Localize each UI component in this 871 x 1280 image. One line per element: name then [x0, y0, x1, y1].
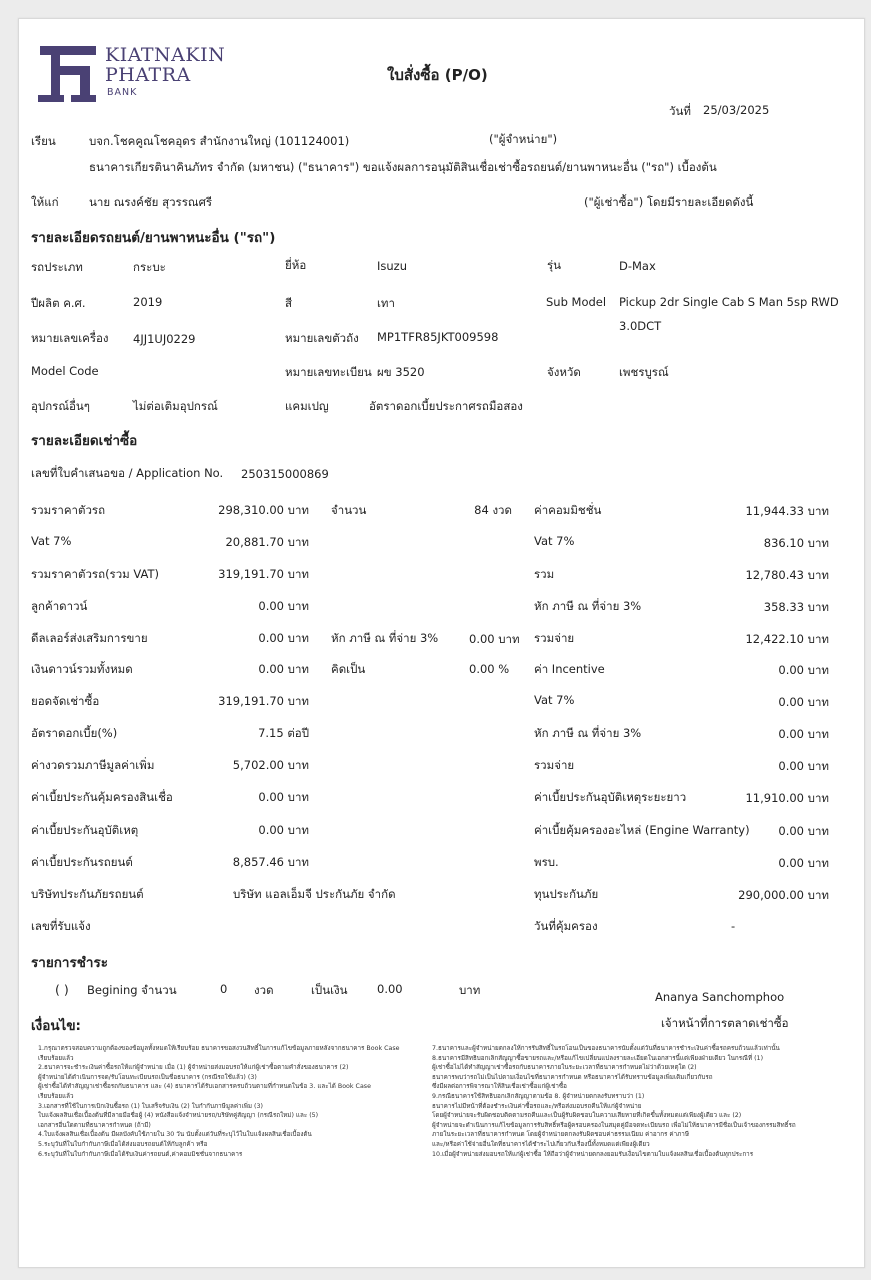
- lease-right-label: ค่าเบี้ยคุ้มครองอะไหล่ (Engine Warranty): [534, 823, 750, 837]
- lease-right-value: 12,780.43 บาท: [745, 568, 829, 582]
- to-notice: ธนาคารเกียรตินาคินภัทร จำกัด (มหาชน) ("ธนาคาร") ขอแจ้งผลการอนุมัติสินเชื่อเช่าซื้อรถยนต์/ยานพาหนะอื่น ("รถ") เบื้องต้น: [89, 160, 717, 174]
- lease-right-label: Vat 7%: [534, 693, 575, 707]
- lease-left-value: 319,191.70 บาท: [218, 567, 309, 581]
- lease-right-label: วันที่คุ้มครอง: [534, 919, 598, 933]
- vehicle-accessory-label: อุปกรณ์อื่นๆ: [31, 399, 90, 413]
- lease-left-label: ค่างวดรวมภาษีมูลค่าเพิ่ม: [31, 758, 155, 772]
- lease-right-label: พรบ.: [534, 855, 559, 869]
- vehicle-province-label: จังหวัด: [547, 365, 581, 379]
- vehicle-accessory: ไม่ต่อเติมอุปกรณ์: [133, 399, 218, 413]
- lease-right-value: 290,000.00 บาท: [738, 888, 829, 902]
- brand-line3: BANK: [107, 87, 138, 98]
- lease-right-label: ค่าคอมมิชชั่น: [534, 503, 602, 517]
- lease-left-value: 319,191.70 บาท: [218, 694, 309, 708]
- payment-heading: รายการชำระ: [31, 955, 108, 971]
- vehicle-submodel-line1: Pickup 2dr Single Cab S Man 5sp RWD: [619, 295, 839, 309]
- dealer-wht-label: หัก ภาษี ณ ที่จ่าย 3%: [331, 631, 439, 645]
- lease-right-label: Vat 7%: [534, 534, 575, 548]
- term-value: 84 งวด: [474, 503, 512, 517]
- lease-right-value: 11,944.33 บาท: [745, 504, 829, 518]
- deliver-role: ("ผู้เช่าซื้อ") โดยมีรายละเอียดดังนี้: [584, 195, 754, 209]
- lease-left-value: 0.00 บาท: [258, 823, 309, 837]
- condition-line: ภายในระยะเวลาที่ธนาคารกำหนด โดยผู้จำหน่ายตกลงรับผิดชอบค่าธรรมเนียม ค่าอากร ค่าภาษี: [432, 1131, 689, 1139]
- lease-left-label: บริษัทประกันภัยรถยนต์: [31, 887, 144, 901]
- lease-right-value: 0.00 บาท: [778, 759, 829, 773]
- condition-line: ผู้จำหน่ายได้ดำเนินการจด/รับโอนทะเบียนรถเป็นชื่อธนาคาร (กรณีรถใช้แล้ว) (3): [38, 1073, 257, 1081]
- lease-left-label: ลูกค้าดาวน์: [31, 599, 88, 613]
- payment-count: 0: [220, 982, 228, 996]
- lease-left-value: 298,310.00 บาท: [218, 503, 309, 517]
- lease-left-label: ดีลเลอร์ส่งเสริมการขาย: [31, 631, 148, 645]
- conditions-left: [38, 1044, 438, 1159]
- vehicle-model: D-Max: [619, 259, 656, 273]
- vehicle-plate-label: หมายเลขทะเบียน: [285, 365, 372, 379]
- condition-line: 6.ระบุวันที่ในใบกำกับภาษีเมื่อได้รับเงินค่ารถยนต์,ค่าคอมมิชชั่นจากธนาคาร: [38, 1150, 243, 1158]
- vehicle-color-label: สี: [285, 296, 293, 310]
- lease-right-label: รวมจ่าย: [534, 631, 575, 645]
- condition-line: 2.ธนาคารจะชำระเงินค่าซื้อรถให้แก่ผู้จำหน่าย เมื่อ (1) ผู้จำหน่ายส่งมอบรถให้แก่ผู้เช่าซื้อตามคำสั่งของธนาคาร (2): [38, 1064, 349, 1072]
- date-value: 25/03/2025: [703, 103, 770, 117]
- lease-left-value: 0.00 บาท: [258, 790, 309, 804]
- condition-line: 1.กรุณาตรวจสอบความถูกต้องของข้อมูลทั้งหมดให้เรียบร้อย ธนาคารขอสงวนสิทธิ์ในการแก้ไขข้อมูลภายหลังจากธนาคาร Book Case: [38, 1045, 400, 1052]
- lease-left-value: 0.00 บาท: [258, 662, 309, 676]
- lease-right-value: 358.33 บาท: [763, 600, 829, 614]
- vehicle-campaign-label: แคมเปญ: [285, 399, 329, 413]
- lease-right-label: ค่าเบี้ยประกันอุบัติเหตุระยะยาว: [534, 790, 687, 804]
- lease-right-value: 0.00 บาท: [778, 856, 829, 870]
- payment-unit: งวด: [254, 983, 274, 997]
- deliver-label: ให้แก่: [31, 195, 59, 209]
- lease-left-value: 8,857.46 บาท: [232, 855, 309, 869]
- condition-line: 3.เอกสารที่ใช้ในการเบิกเงินซื้อรถ (1) ใบเสร็จรับเงิน (2) ใบกำกับภาษีมูลค่าเพิ่ม (3): [38, 1102, 263, 1110]
- lease-right-value: 11,910.00 บาท: [745, 791, 829, 805]
- condition-line: 4.ใบแจ้งผลสินเชื่อเบื้องต้น มีผลบังคับใช้ภายใน 30 วัน นับตั้งแต่วันที่ระบุไว้ในใบแจ้งผลสินเชื่อเบื้องต้น: [38, 1131, 312, 1139]
- conditions-right: [432, 1044, 847, 1159]
- vehicle-submodel-line2: 3.0DCT: [619, 319, 662, 333]
- condition-line: ผู้เช่าซื้อได้ทำสัญญาเช่าซื้อรถกับธนาคาร และ (4) ธนาคารได้รับเอกสารครบถ้วนตามที่กำหนดในข้อ 3. และได้ Book Case: [38, 1083, 371, 1091]
- vehicle-heading: รายละเอียดรถยนต์/ยานพาหนะอื่น ("รถ"): [31, 230, 276, 246]
- vehicle-model-label: รุ่น: [547, 258, 562, 272]
- lease-left-label: เลขที่รับแจ้ง: [31, 919, 91, 933]
- percent-value: 0.00 %: [469, 662, 510, 676]
- lease-left-value: 0.00 บาท: [258, 599, 309, 613]
- page-title: ใบสั่งซื้อ (P/O): [387, 66, 488, 84]
- vehicle-modelcode-label: Model Code: [31, 364, 99, 378]
- condition-line: 8.ธนาคารมีสิทธิบอกเลิกสัญญาซื้อขายรถและ/หรือแก้ไขเปลี่ยนแปลงรายละเอียดในเอกสารนี้แต่เพียงฝ่ายเดียว ในกรณีที่ (1): [432, 1054, 764, 1062]
- condition-line: และ/หรือค่าใช้จ่ายอื่นใดที่ธนาคารได้ชำระไปเกี่ยวกับเรื่องนี้ทั้งหมดแต่เพียงผู้เดียว: [432, 1140, 650, 1148]
- payment-checkbox: ( ): [55, 982, 69, 997]
- lease-right-label: รวมจ่าย: [534, 758, 575, 772]
- lease-left-label: ค่าเบี้ยประกันรถยนต์: [31, 855, 133, 869]
- condition-line: โดยผู้จำหน่ายจะรับผิดชอบติดตามรถคืนและเป็นผู้รับผิดชอบในความเสียหายที่เกิดขึ้นทั้งหมดแต่เพียงผู้เดียว และ (2): [432, 1112, 742, 1120]
- condition-line: 10.เมื่อผู้จำหน่ายส่งมอบรถให้แก่ผู้เช่าซื้อ ให้ถือว่าผู้จำหน่ายตกลงยอมรับเงื่อนไขตามใบแจ้งผลสินเชื่อเบื้องต้นทุกประการ: [432, 1150, 754, 1158]
- condition-line: เอกสารอื่นใดตามที่ธนาคารกำหนด (ถ้ามี): [38, 1121, 151, 1129]
- lease-left-value: 5,702.00 บาท: [232, 758, 309, 772]
- condition-line: เรียบร้อยแล้ว: [38, 1054, 74, 1062]
- officer-title: เจ้าหน้าที่การตลาดเช่าซื้อ: [661, 1016, 789, 1030]
- term-label: จำนวน: [331, 503, 367, 517]
- lease-right-label: ค่า Incentive: [534, 662, 605, 676]
- lease-left-label: เงินดาวน์รวมทั้งหมด: [31, 662, 133, 676]
- lease-right-value: 0.00 บาท: [778, 824, 829, 838]
- lease-heading: รายละเอียดเช่าซื้อ: [31, 433, 138, 449]
- vehicle-engine: 4JJ1UJ0229: [133, 332, 196, 346]
- vehicle-color: เทา: [377, 296, 395, 310]
- lease-left-label: รวมราคาตัวรถ(รวม VAT): [31, 567, 160, 581]
- lease-left-value: บริษัท แอลเอ็มจี ประกันภัย จำกัด: [233, 887, 396, 901]
- payment-currency: บาท: [459, 983, 481, 997]
- vehicle-chassis-label: หมายเลขตัวถัง: [285, 331, 359, 345]
- vehicle-brand-label: ยี่ห้อ: [285, 258, 307, 272]
- condition-line: ผู้จำหน่ายจะดำเนินการแก้ไขข้อมูลการรับสิทธิ์หรือผู้ครอบครองในสมุดคู่มือจดทะเบียนรถ เพื่อไม่ให้ธนาคารมีชื่อเป็นเจ้าของกรรมสิทธิ์รถ: [432, 1121, 796, 1129]
- payment-amount: 0.00: [377, 982, 403, 996]
- vehicle-submodel-label: Sub Model: [546, 295, 607, 309]
- vehicle-year-label: ปีผลิต ค.ศ.: [31, 296, 86, 310]
- condition-line: ธนาคารไม่มีหน้าที่ต้องชำระเงินค่าซื้อรถและ/หรือส่งมอบรถคืนให้แก่ผู้จำหน่าย: [432, 1102, 642, 1110]
- condition-line: 5.ระบุวันที่ในใบกำกับภาษีเมื่อได้ส่งมอบรถยนต์ให้กับลูกค้า หรือ: [38, 1140, 208, 1148]
- lease-left-value: 20,881.70 บาท: [225, 535, 309, 549]
- condition-line: เรียบร้อยแล้ว: [38, 1092, 74, 1100]
- deliver-name: นาย ณรงค์ชัย สุวรรณศรี: [89, 195, 213, 209]
- date-label: วันที่: [669, 104, 691, 118]
- conditions-heading: เงื่อนไข:: [31, 1018, 81, 1034]
- application-label: เลขที่ใบคำเสนอขอ / Application No.: [31, 466, 224, 480]
- lease-right-value: 0.00 บาท: [778, 663, 829, 677]
- lease-left-label: อัตราดอกเบี้ย(%): [31, 726, 118, 740]
- lease-left-value: 0.00 บาท: [258, 631, 309, 645]
- lease-left-label: รวมราคาตัวรถ: [31, 503, 106, 517]
- lease-left-label: ยอดจัดเช่าซื้อ: [31, 694, 100, 708]
- brand-line1: KIATNAKIN: [105, 44, 226, 66]
- vehicle-year: 2019: [133, 295, 163, 309]
- lease-right-value: 836.10 บาท: [763, 536, 829, 550]
- lease-right-value: -: [731, 919, 736, 933]
- vehicle-plate: ผข 3520: [377, 365, 425, 379]
- vehicle-type: กระบะ: [133, 260, 166, 274]
- vehicle-type-label: รถประเภท: [31, 260, 83, 274]
- lease-right-label: หัก ภาษี ณ ที่จ่าย 3%: [534, 599, 642, 613]
- condition-line: ธนาคารพบว่ารถไม่เป็นไปตามเงื่อนไขที่ธนาคารกำหนด หรือธนาคารได้รับทราบข้อมูลเพิ่มเติมเกี่ยวกับรถ: [432, 1073, 713, 1081]
- kiatnakin-logo-icon: [38, 46, 98, 102]
- lease-right-label: ทุนประกันภัย: [534, 887, 599, 901]
- vehicle-campaign: อัตราดอกเบี้ยประกาศรถมือสอง: [369, 399, 523, 413]
- to-role: ("ผู้จำหน่าย"): [489, 132, 558, 146]
- lease-right-label: รวม: [534, 567, 555, 581]
- lease-right-value: 0.00 บาท: [778, 695, 829, 709]
- condition-line: ผู้เช่าซื้อไม่ได้ทำสัญญาเช่าซื้อรถกับธนาคารภายในระยะเวลาที่ธนาคารกำหนดไม่ว่าด้วยเหตุใด (2): [432, 1064, 697, 1072]
- lease-left-label: ค่าเบี้ยประกันอุบัติเหตุ: [31, 823, 139, 837]
- payment-begin-label: Begining จำนวน: [87, 983, 177, 997]
- lease-right-value: 0.00 บาท: [778, 727, 829, 741]
- purchase-order-page: [18, 18, 865, 1268]
- payment-amount-label: เป็นเงิน: [311, 983, 348, 997]
- officer-name: Ananya Sanchomphoo: [655, 990, 785, 1004]
- condition-line: ซึ่งมีผลต่อการพิจารณาให้สินเชื่อเช่าซื้อแก่ผู้เช่าซื้อ: [432, 1083, 567, 1091]
- to-company: บจก.โชคคูณโชคอุดร สำนักงานใหญ่ (101124001): [89, 134, 350, 148]
- to-label: เรียน: [31, 134, 56, 148]
- vehicle-chassis: MP1TFR85JKT009598: [377, 330, 499, 344]
- vehicle-engine-label: หมายเลขเครื่อง: [31, 331, 109, 345]
- lease-left-value: 7.15 ต่อปี: [258, 726, 309, 740]
- lease-right-value: 12,422.10 บาท: [745, 632, 829, 646]
- lease-left-label: ค่าเบี้ยประกันคุ้มครองสินเชื่อ: [31, 790, 173, 804]
- condition-line: 9.กรณีธนาคารใช้สิทธิบอกเลิกสัญญาตามข้อ 8. ผู้จำหน่ายตกลงรับทราบว่า (1): [432, 1092, 645, 1100]
- vehicle-province: เพชรบูรณ์: [619, 365, 669, 379]
- lease-right-label: หัก ภาษี ณ ที่จ่าย 3%: [534, 726, 642, 740]
- application-number: 250315000869: [241, 467, 329, 481]
- dealer-wht-value: 0.00 บาท: [469, 632, 520, 646]
- brand-line2: PHATRA: [105, 64, 191, 86]
- lease-left-label: Vat 7%: [31, 534, 72, 548]
- percent-label: คิดเป็น: [331, 662, 366, 676]
- condition-line: 7.ธนาคารและผู้จำหน่ายตกลงให้การรับสิทธิ์ในรถโอนเป็นของธนาคารนับตั้งแต่วันที่ธนาคารชำระเงินค่าซื้อรถครบถ้วนแล้วเท่านั้น: [432, 1045, 780, 1052]
- condition-line: ใบแจ้งผลสินเชื่อเบื้องต้นที่มีลายมือชื่อผู้ (4) หนังสือแจ้งจำหน่ายรถ/บริษัทคู่สัญญา (กรณีรถใหม่) และ (5): [38, 1112, 319, 1120]
- vehicle-brand: Isuzu: [377, 259, 407, 273]
